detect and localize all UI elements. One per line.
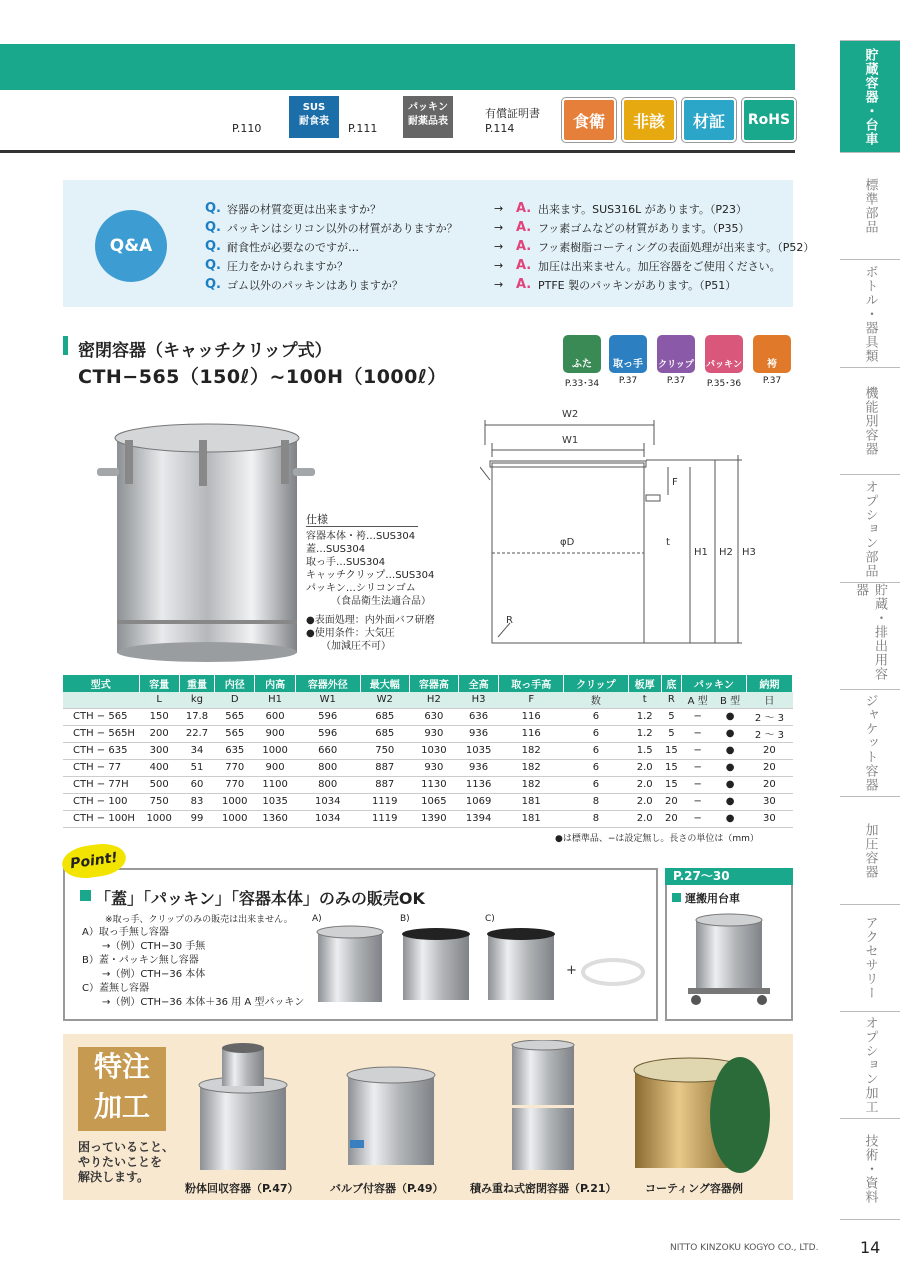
table-cell: 15 — [661, 759, 681, 776]
table-cell: − — [681, 708, 713, 725]
table-cell: 116 — [499, 725, 564, 742]
qa-question: 耐食性が必要なのですが… — [227, 240, 359, 254]
table-unit: D — [215, 692, 255, 708]
table-cell: 150 — [139, 708, 179, 725]
table-cell: 8 — [564, 793, 628, 810]
table-cell: 685 — [360, 725, 409, 742]
pic-label-c: C) — [485, 914, 495, 924]
table-cell: 630 — [409, 708, 458, 725]
spec-line: 取っ手…SUS304 — [306, 557, 386, 568]
table-cell: − — [681, 793, 713, 810]
table-unit: t — [628, 692, 661, 708]
title-accent-bar — [63, 336, 68, 355]
caption-valve-container: バルブ付容器（P.49） — [330, 1182, 444, 1195]
table-cell: 6 — [564, 759, 628, 776]
q-mark: Q. — [205, 201, 221, 216]
table-cell: 116 — [499, 708, 564, 725]
table-cell: 750 — [360, 742, 409, 759]
table-cell: 1034 — [295, 810, 360, 827]
table-cell: 887 — [360, 776, 409, 793]
a-mark: A. — [516, 201, 532, 216]
partial-sale-images — [308, 922, 653, 1012]
table-cell: 34 — [179, 742, 214, 759]
table-cell: 1360 — [255, 810, 295, 827]
spec-note: ●使用条件：大気圧 — [306, 628, 395, 639]
table-cell: ● — [714, 725, 746, 742]
q-mark: Q. — [205, 220, 221, 235]
spec-line: キャッチクリップ…SUS304 — [306, 570, 435, 581]
pic-label-a: A) — [312, 914, 322, 924]
table-cell: 1000 — [215, 810, 255, 827]
table-cell: 2.0 — [628, 759, 661, 776]
custom-text-line: 困っていること、 — [78, 1140, 175, 1154]
qa-row — [205, 256, 781, 275]
sidebar-label: ジャケット容器 — [862, 694, 878, 792]
table-cell: 182 — [499, 776, 564, 793]
table-unit: A 型 — [681, 692, 713, 708]
sus-badge-line1: SUS — [302, 102, 326, 113]
qa-answer: フッ素ゴムなどの材質があります。（P35） — [538, 221, 750, 235]
sidebar-item-bottles[interactable] — [840, 259, 900, 367]
cart-title-marker — [672, 893, 681, 902]
sidebar-item-discharge[interactable] — [840, 582, 900, 689]
table-cell: 565 — [215, 725, 255, 742]
sidebar-label: 機能別容器 — [862, 386, 878, 456]
arrow-icon: → — [494, 259, 504, 272]
qa-row — [205, 199, 747, 218]
table-header: 取っ手高 — [499, 675, 564, 692]
table-cell: ● — [714, 708, 746, 725]
custom-text-line: 解決します。 — [78, 1170, 150, 1184]
handle-option-icon[interactable]: 取っ手 — [609, 335, 647, 373]
table-header: 内高 — [255, 675, 295, 692]
packing-ref-page[interactable]: P.111 — [348, 122, 378, 135]
table-cell: ● — [714, 759, 746, 776]
table-note: ●は標準品、−は設定無し。長さの単位は（mm） — [555, 834, 759, 844]
table-cell: 596 — [295, 708, 360, 725]
table-cell: 30 — [746, 793, 792, 810]
pic-label-b: B) — [400, 914, 410, 924]
table-unit: W1 — [295, 692, 360, 708]
packing-badge[interactable] — [403, 96, 453, 138]
table-cell: 6 — [564, 742, 628, 759]
plus-sign: + — [566, 963, 577, 978]
sidebar-label: 貯蔵・排出用容器 — [853, 583, 887, 681]
table-cell: 400 — [139, 759, 179, 776]
sidebar-item-jacket[interactable] — [840, 689, 900, 796]
table-header: 全高 — [458, 675, 498, 692]
table-cell: 20 — [746, 742, 792, 759]
label-r: R — [506, 615, 513, 626]
header-band — [0, 44, 795, 90]
sidebar-item-standard-parts[interactable] — [840, 152, 900, 259]
label-h3: H3 — [742, 547, 756, 558]
spec-title: 仕様 — [306, 513, 328, 526]
table-unit: 日 — [746, 692, 792, 708]
table-cell: − — [681, 810, 713, 827]
table-cell: CTH − 77H — [63, 776, 139, 793]
point-option-line: →（例）CTH−30 手無 — [82, 941, 206, 952]
table-cell: 770 — [215, 776, 255, 793]
sidebar-item-option-parts[interactable] — [840, 474, 900, 582]
table-row — [63, 793, 793, 810]
table-cell: 600 — [255, 708, 295, 725]
table-cell: 800 — [295, 776, 360, 793]
sidebar-label: 標準部品 — [862, 178, 878, 234]
clip-option-ref[interactable]: P.37 — [666, 376, 686, 386]
table-cell: 99 — [179, 810, 214, 827]
table-cell: 1394 — [458, 810, 498, 827]
table-header: 容量 — [139, 675, 179, 692]
table-cell: 930 — [409, 725, 458, 742]
table-cell: 300 — [139, 742, 179, 759]
a-mark: A. — [516, 239, 532, 254]
cert-food-hygiene[interactable]: 食衛 — [562, 98, 616, 142]
table-cell: − — [681, 776, 713, 793]
a-mark: A. — [516, 220, 532, 235]
cart-ref[interactable]: P.27～30 — [665, 868, 793, 885]
table-cell: 2.0 — [628, 776, 661, 793]
table-cell: 1035 — [458, 742, 498, 759]
custom-badge — [78, 1047, 166, 1131]
table-cell: 15 — [661, 776, 681, 793]
spec-line: （食品衛生法適合品） — [306, 596, 431, 607]
table-cell: 936 — [458, 759, 498, 776]
table-cell: CTH − 565 — [63, 708, 139, 725]
packing-option-ref[interactable]: P.35･36 — [706, 379, 742, 389]
clip-option-icon[interactable]: クリップ — [657, 335, 695, 373]
table-cell: 15 — [661, 742, 681, 759]
table-unit: 数 — [564, 692, 628, 708]
table-row — [63, 759, 793, 776]
category-sidebar — [840, 40, 900, 1220]
qa-question: パッキンはシリコン以外の材質がありますか？ — [227, 221, 458, 235]
table-unit — [63, 692, 139, 708]
cart-image — [682, 910, 777, 1010]
table-cell: 1.5 — [628, 742, 661, 759]
table-header: クリップ — [564, 675, 628, 692]
sus-badge-line2: 耐食表 — [299, 116, 329, 127]
lid-option-icon[interactable]: ふた — [563, 335, 601, 373]
table-cell: 2 ～ 3 — [746, 708, 792, 725]
table-row — [63, 776, 793, 793]
table-cell: 1065 — [409, 793, 458, 810]
table-cell: 60 — [179, 776, 214, 793]
table-cell: 200 — [139, 725, 179, 742]
table-cell: 2.0 — [628, 810, 661, 827]
table-cell: 1.2 — [628, 725, 661, 742]
table-cell: − — [681, 759, 713, 776]
qa-answer: 出来ます。SUS316L があります。（P23） — [538, 202, 748, 216]
cert-label-page[interactable]: P.114 — [485, 122, 515, 135]
q-mark: Q. — [205, 277, 221, 292]
spec-note: （加減圧不可） — [306, 641, 391, 652]
table-row — [63, 742, 793, 759]
table-cell: 1069 — [458, 793, 498, 810]
table-cell: 500 — [139, 776, 179, 793]
spec-list — [306, 530, 434, 608]
table-cell: 635 — [215, 742, 255, 759]
skirt-option-ref[interactable]: P.37 — [762, 376, 782, 386]
table-cell: 1034 — [295, 793, 360, 810]
sidebar-label: ボトル・器具類 — [862, 264, 878, 363]
arrow-icon: → — [494, 202, 504, 215]
table-cell: ● — [714, 810, 746, 827]
point-option-line: →（例）CTH−36 本体 — [82, 969, 206, 980]
table-unit: kg — [179, 692, 214, 708]
qa-badge: Q&A — [95, 210, 167, 282]
table-header: パッキン — [681, 675, 746, 692]
label-h2: H2 — [719, 547, 733, 558]
header-rule — [0, 150, 795, 153]
sidebar-item-functional[interactable] — [840, 367, 900, 474]
table-cell: 596 — [295, 725, 360, 742]
table-cell: 181 — [499, 810, 564, 827]
table-cell: 20 — [661, 793, 681, 810]
label-t: t — [666, 537, 670, 548]
packing-option-icon[interactable]: パッキン — [705, 335, 743, 373]
table-cell: 1030 — [409, 742, 458, 759]
custom-examples-images — [180, 1040, 785, 1175]
sidebar-item-technical[interactable] — [840, 1118, 900, 1220]
packing-badge-line2: 耐薬品表 — [408, 116, 448, 127]
a-mark: A. — [516, 258, 532, 273]
table-cell: CTH − 565H — [63, 725, 139, 742]
table-header: 板厚 — [628, 675, 661, 692]
table-cell: 1000 — [255, 742, 295, 759]
table-cell: 636 — [458, 708, 498, 725]
table-cell: CTH − 100 — [63, 793, 139, 810]
cart-title: 運搬用台車 — [685, 892, 740, 905]
table-row — [63, 725, 793, 742]
spec-line: 蓋…SUS304 — [306, 544, 366, 555]
qa-answer: 加圧は出来ません。加圧容器をご使用ください。 — [538, 259, 781, 273]
arrow-icon: → — [494, 221, 504, 234]
sidebar-label: 技術・資料 — [862, 1134, 878, 1204]
spec-line: 容器本体・袴…SUS304 — [306, 531, 416, 542]
sidebar-label: オプション部品 — [862, 479, 878, 578]
table-unit: R — [661, 692, 681, 708]
table-cell: 51 — [179, 759, 214, 776]
table-row — [63, 810, 793, 827]
table-cell: 181 — [499, 793, 564, 810]
table-row — [63, 708, 793, 725]
arrow-icon: → — [494, 278, 504, 291]
point-title-marker — [80, 890, 91, 901]
sidebar-item-storage[interactable] — [840, 40, 900, 152]
table-cell: 5 — [661, 708, 681, 725]
table-cell: 1130 — [409, 776, 458, 793]
table-cell: 685 — [360, 708, 409, 725]
table-header: 内径 — [215, 675, 255, 692]
table-cell: 565 — [215, 708, 255, 725]
table-unit: W2 — [360, 692, 409, 708]
label-h1: H1 — [694, 547, 708, 558]
table-cell: ● — [714, 793, 746, 810]
skirt-option-icon[interactable]: 袴 — [753, 335, 791, 373]
packing-badge-line1: パッキン — [408, 102, 448, 113]
qa-answer: PTFE 製のパッキンがあります。（P51） — [538, 278, 737, 292]
table-header: 最大幅 — [360, 675, 409, 692]
spec-notes — [306, 614, 435, 653]
qa-row — [205, 218, 749, 237]
qa-question: ゴム以外のパッキンはありますか？ — [227, 278, 403, 292]
spec-note: ●表面処理：内外面バフ研磨 — [306, 615, 435, 626]
table-cell: 83 — [179, 793, 214, 810]
custom-text-line: やりたいことを — [78, 1155, 163, 1169]
a-mark: A. — [516, 277, 532, 292]
custom-badge-line2: 加工 — [93, 1090, 150, 1123]
sidebar-item-accessory[interactable] — [840, 904, 900, 1011]
point-option-line: B）蓋・パッキン無し容器 — [82, 955, 199, 966]
label-d: φD — [560, 537, 575, 548]
table-unit: F — [499, 692, 564, 708]
cert-label — [485, 106, 540, 136]
product-title: 密閉容器（キャッチクリップ式） — [78, 341, 332, 361]
table-header: 型式 — [63, 675, 139, 692]
caption-stacking-container: 積み重ね式密閉容器（P.21） — [470, 1182, 617, 1195]
qa-question: 容器の材質変更は出来ますか？ — [227, 202, 381, 216]
table-cell: 6 — [564, 708, 628, 725]
table-cell: ● — [714, 776, 746, 793]
table-unit: B 型 — [714, 692, 746, 708]
point-options — [82, 926, 304, 1010]
table-cell: CTH − 635 — [63, 742, 139, 759]
table-header: 容器外径 — [295, 675, 360, 692]
table-cell: 20 — [661, 810, 681, 827]
caption-coating-example: コーティング容器例 — [645, 1182, 743, 1195]
table-header: 底 — [661, 675, 681, 692]
table-cell: 1136 — [458, 776, 498, 793]
spec-divider — [306, 526, 418, 527]
point-badge: Point! — [60, 841, 128, 882]
sidebar-label: アクセサリー — [862, 916, 878, 1000]
table-cell: 900 — [255, 759, 295, 776]
table-cell: 5 — [661, 725, 681, 742]
table-cell: 1390 — [409, 810, 458, 827]
page-number: 14 — [860, 1238, 881, 1257]
cert-material[interactable]: 材証 — [682, 98, 736, 142]
table-cell: 30 — [746, 810, 792, 827]
table-unit: H3 — [458, 692, 498, 708]
table-cell: CTH − 100H — [63, 810, 139, 827]
point-option-line: →（例）CTH−36 本体＋36 用 A 型パッキン — [82, 997, 305, 1008]
custom-badge-line1: 特注 — [93, 1050, 150, 1083]
q-mark: Q. — [205, 239, 221, 254]
point-note: ※取っ手、クリップのみの販売は出来ません。 — [105, 915, 293, 925]
table-unit: H2 — [409, 692, 458, 708]
table-cell: 2 ～ 3 — [746, 725, 792, 742]
table-cell: 182 — [499, 759, 564, 776]
cert-rohs[interactable]: RoHS — [742, 98, 796, 142]
caption-powder-recovery: 粉体回収容器（P.47） — [185, 1182, 299, 1195]
lid-option-ref[interactable]: P.33･34 — [564, 379, 600, 389]
table-cell: 936 — [458, 725, 498, 742]
qa-row — [205, 275, 736, 294]
table-cell: 20 — [746, 759, 792, 776]
point-option-line: C）蓋無し容器 — [82, 983, 149, 994]
table-cell: 900 — [255, 725, 295, 742]
table-cell: 930 — [409, 759, 458, 776]
spec-line: パッキン…シリコンゴム — [306, 583, 416, 594]
spec-table — [63, 675, 793, 828]
table-header-row — [63, 675, 793, 692]
sidebar-item-pressure[interactable] — [840, 796, 900, 904]
table-header: 納期 — [746, 675, 792, 692]
sidebar-label: 加圧容器 — [862, 822, 878, 879]
label-w2: W2 — [562, 409, 579, 420]
table-cell: 2.0 — [628, 793, 661, 810]
arrow-icon: → — [494, 240, 504, 253]
sidebar-item-option-processing[interactable] — [840, 1011, 900, 1118]
point-option-line: A）取っ手無し容器 — [82, 927, 169, 938]
table-cell: 22.7 — [179, 725, 214, 742]
handle-option-ref[interactable]: P.37 — [618, 376, 638, 386]
table-cell: 660 — [295, 742, 360, 759]
table-cell: 1100 — [255, 776, 295, 793]
table-cell: − — [681, 725, 713, 742]
table-cell: − — [681, 742, 713, 759]
table-cell: ● — [714, 742, 746, 759]
sus-badge[interactable] — [289, 96, 339, 138]
qa-question: 圧力をかけられますか？ — [227, 259, 348, 273]
table-cell: 20 — [746, 776, 792, 793]
container-photo — [95, 420, 315, 665]
sidebar-label: 貯蔵容器・台車 — [862, 47, 878, 146]
table-cell: 8 — [564, 810, 628, 827]
table-cell: CTH − 77 — [63, 759, 139, 776]
table-cell: 770 — [215, 759, 255, 776]
label-w1: W1 — [562, 435, 579, 446]
table-cell: 6 — [564, 725, 628, 742]
table-cell: 887 — [360, 759, 409, 776]
q-mark: Q. — [205, 258, 221, 273]
table-cell: 6 — [564, 776, 628, 793]
cert-label-line1: 有償証明書 — [485, 107, 540, 120]
point-title: 「蓋」「パッキン」「容器本体」のみの販売OK — [95, 889, 425, 908]
table-cell: 1000 — [139, 810, 179, 827]
table-header: 重量 — [179, 675, 214, 692]
dimension-drawing — [480, 405, 780, 655]
company-name: NITTO KINZOKU KOGYO CO., LTD. — [670, 1243, 819, 1253]
product-model-range: CTH−565（150ℓ）~100H（1000ℓ） — [78, 366, 447, 388]
custom-text — [78, 1140, 174, 1185]
table-header: 容器高 — [409, 675, 458, 692]
table-cell: 800 — [295, 759, 360, 776]
table-unit: L — [139, 692, 179, 708]
table-cell: 182 — [499, 742, 564, 759]
cert-non-applicable[interactable]: 非該 — [622, 98, 676, 142]
table-cell: 1035 — [255, 793, 295, 810]
table-cell: 17.8 — [179, 708, 214, 725]
table-units-row — [63, 692, 793, 708]
table-cell: 1000 — [215, 793, 255, 810]
qa-row — [205, 237, 814, 256]
label-f: F — [672, 477, 678, 488]
table-cell: 1119 — [360, 793, 409, 810]
table-unit: H1 — [255, 692, 295, 708]
table-cell: 750 — [139, 793, 179, 810]
sus-ref-page[interactable]: P.110 — [232, 122, 262, 135]
sidebar-label: オプション加工 — [862, 1016, 878, 1114]
qa-answer: フッ素樹脂コーティングの表面処理が出来ます。（P52） — [538, 240, 815, 254]
table-cell: 1119 — [360, 810, 409, 827]
table-cell: 1.2 — [628, 708, 661, 725]
